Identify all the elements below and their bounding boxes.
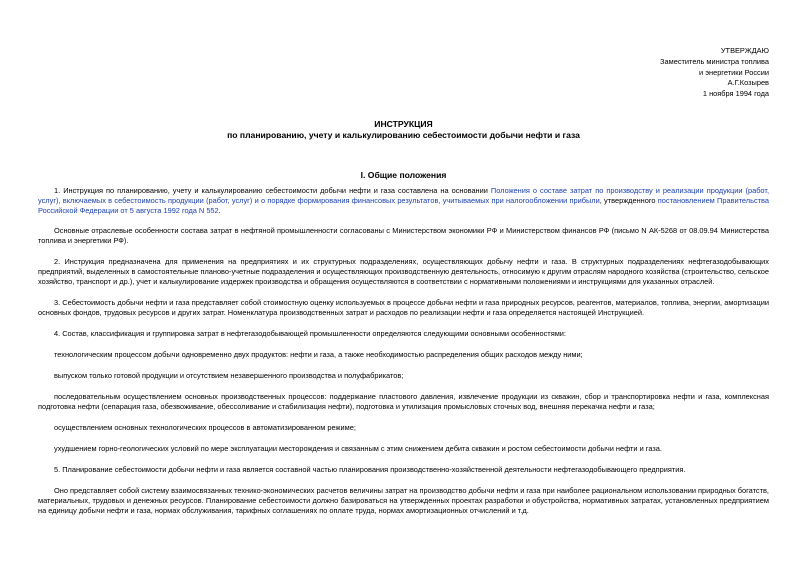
p1-text-mid: , утвержденного bbox=[599, 196, 658, 205]
document-title bbox=[0, 119, 807, 141]
section-heading: I. Общие положения bbox=[360, 170, 447, 180]
link-regulation[interactable]: Положения о составе затрат по производству и реализации продукции (работ, услуг), включаемых в себестоимость продукции (работ, услуг) и о порядке формирования финансовых результатов, учитываемых при налогообложении прибыли bbox=[38, 186, 770, 205]
p1-text-start: 1. Инструкция по планированию, учету и калькулированию себестоимости добычи нефти и газа составлена на основании bbox=[54, 186, 491, 195]
paragraph-8: последовательным осуществлением основных производственных процессов: поддержание пластового давления, извлечение продукции из скважин, сбор и транспортировка нефти и газа, комплексная подготовка нефти (сепарация газа, обезвоживание, обессоливание и стабилизация нефти), подготовка и утилизация промысловых сточных вод, внешняя перекачка нефти и газа; bbox=[38, 392, 769, 411]
paragraph-11: 5. Планирование себестоимости добычи нефти и газа является составной частью планирования производственно-хозяйственной деятельности нефтегазодобывающего предприятия. bbox=[54, 465, 686, 474]
approver-name: А.Г.Козырев bbox=[727, 78, 769, 88]
title-subtitle: по планированию, учету и калькулированию себестоимости добычи нефти и газа bbox=[227, 130, 580, 140]
title-main: ИНСТРУКЦИЯ bbox=[374, 119, 433, 129]
paragraph-3: 2. Инструкция предназначена для применения на предприятиях и их структурных подразделениях, осуществляющих добычу нефти и газа. В структурных подразделениях нефтегазодобывающих предприятий, выделенных в самостоятельные планово-учетные подразделения и осуществляющих производственную деятельность, относимую к другим отраслям народного хозяйства (строительство, сельское хозяйство, транспорт и др.), учет и калькулирование издержек производства и обращения осуществляются в соответствии с нормативными положениями и инструкциями для указанных отраслей. bbox=[38, 257, 769, 286]
paragraph-5: 4. Состав, классификация и группировка затрат в нефтегазодобывающей промышленности определяются следующими основными особенностями: bbox=[54, 329, 566, 338]
paragraph-10: ухудшением горно-геологических условий по мере эксплуатации месторождения и связанным с этим снижением дебита скважин и ростом себестоимости добычи нефти и газа. bbox=[54, 444, 662, 453]
paragraph-2: Основные отраслевые особенности состава затрат в нефтяной промышленности согласованы с Министерством экономики РФ и Министерством финансов РФ (письмо N АК-5268 от 08.09.94 Министерства топлива и энергетики РФ). bbox=[38, 226, 769, 245]
approval-date: 1 ноября 1994 года bbox=[702, 89, 769, 99]
paragraph-6: технологическим процессом добычи одновременно двух продуктов: нефти и газа, а также необходимостью распределения общих расходов между ними; bbox=[54, 350, 583, 359]
paragraph-7: выпуском только готовой продукции и отсутствием незавершенного производства и полуфабрикатов; bbox=[54, 371, 404, 380]
approval-block bbox=[660, 46, 769, 100]
approver-position: Заместитель министра топлива bbox=[660, 56, 769, 66]
document-body bbox=[38, 186, 769, 516]
paragraph-1 bbox=[38, 186, 769, 216]
approver-ministry: и энергетики России bbox=[699, 67, 769, 77]
paragraph-12: Оно представляет собой систему взаимосвязанных технико-экономических расчетов величины затрат на производство добычи нефти и газа при наиболее рациональном использовании природных богатств, материальных, трудовых и денежных ресурсов. Планирование себестоимости должно базироваться на утвержденных проектах разработки и обустройства, нормативных затратах, установленных предприятием на единицу добычи нефти и газа, нормах обслуживания, тарифных соглашениях по оплате труда, нормах амортизационных отчислений и т.д. bbox=[38, 486, 769, 515]
link-government-decree[interactable]: постановлением Правительства Российской Федерации от 5 августа 1992 года N 552 bbox=[38, 196, 769, 215]
paragraph-4: 3. Себестоимость добычи нефти и газа представляет собой стоимостную оценку используемых в процессе добычи нефти и газа природных ресурсов, реагентов, материалов, топлива, энергии, амортизации основных фондов, трудовых ресурсов и других затрат. Номенклатура производственных затрат и расходов по реализации нефти и газа определяется настоящей Инструкцией. bbox=[38, 298, 769, 317]
paragraph-9: осуществлением основных технологических процессов в автоматизированном режиме; bbox=[54, 423, 356, 432]
p1-text-end: . bbox=[218, 206, 221, 215]
approval-heading: УТВЕРЖДАЮ bbox=[720, 46, 769, 55]
